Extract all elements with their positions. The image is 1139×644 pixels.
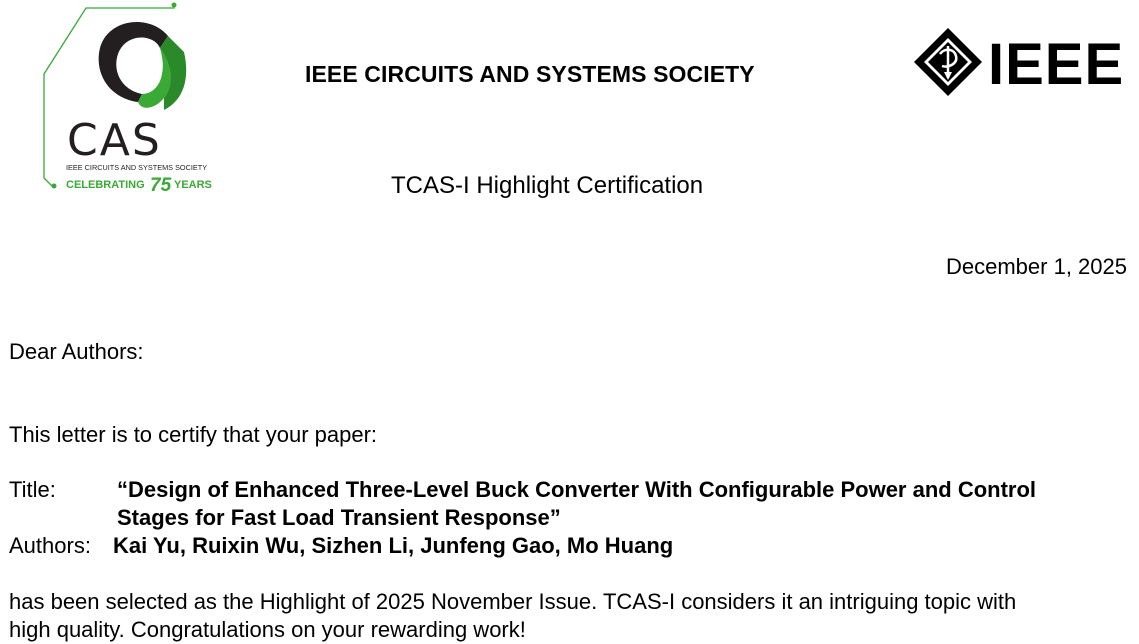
cas-years: YEARS	[174, 179, 212, 191]
cas-logo	[38, 2, 228, 198]
greeting: Dear Authors:	[9, 339, 144, 364]
authors-list: Kai Yu, Ruixin Wu, Sizhen Li, Junfeng Gao, Mo Huang	[113, 533, 674, 558]
cas-logo-graphic	[38, 2, 228, 198]
certification-title: TCAS-I Highlight Certification	[391, 172, 704, 199]
cas-society-small: IEEE CIRCUITS AND SYSTEMS SOCIETY	[66, 163, 208, 172]
cas-frame-dot	[172, 3, 177, 8]
title-label: Title:	[9, 477, 56, 502]
ieee-logo	[912, 26, 1138, 98]
cas-celebrating: CELEBRATING	[66, 179, 145, 191]
closing-line2: high quality. Congratulations on your rewarding work!	[9, 617, 526, 642]
paper-title-line2: Stages for Fast Load Transient Response”	[117, 505, 561, 530]
cas-frame-dot-bottom	[52, 184, 57, 189]
cas-wordmark: CAS	[67, 115, 162, 166]
society-heading: IEEE CIRCUITS AND SYSTEMS SOCIETY	[305, 61, 755, 87]
ieee-logo-graphic	[912, 26, 1138, 98]
closing-line1: has been selected as the Highlight of 2025 November Issue. TCAS-I considers it an intriguing topic with	[9, 589, 1017, 614]
letter-date: December 1, 2025	[946, 254, 1127, 279]
paper-title-line1: “Design of Enhanced Three-Level Buck Converter With Configurable Power and Control	[117, 477, 1037, 502]
ieee-wordmark: IEEE	[988, 32, 1125, 97]
cas-75: 75	[150, 175, 172, 196]
intro-sentence: This letter is to certify that your paper:	[9, 422, 378, 447]
authors-label: Authors:	[9, 533, 91, 558]
